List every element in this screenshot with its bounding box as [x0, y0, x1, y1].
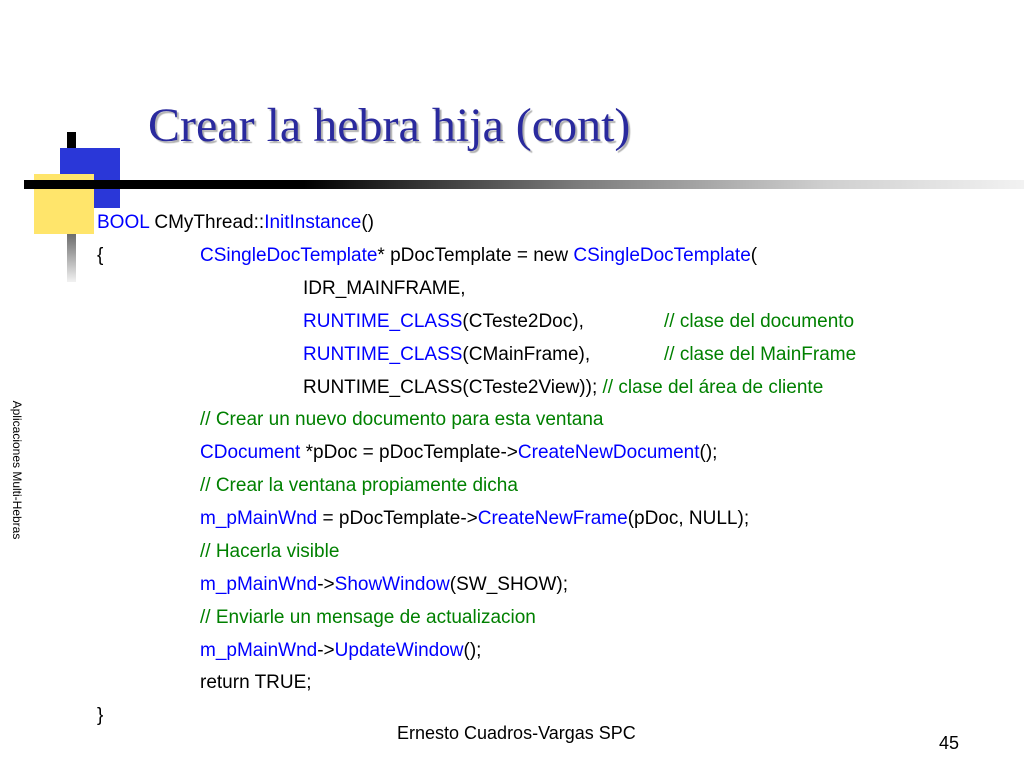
- code-comment: // clase del área de cliente: [597, 377, 824, 398]
- code-line-5: [303, 343, 590, 367]
- code-text: ->: [317, 574, 335, 595]
- code-text: RUNTIME_CLASS(CTeste2View));: [303, 377, 598, 398]
- code-text: (CMainFrame),: [462, 344, 591, 365]
- code-keyword: CreateNewFrame: [477, 508, 628, 529]
- code-text: ();: [463, 640, 482, 661]
- code-line-4: [303, 310, 584, 334]
- code-text: *pDoc = pDocTemplate->: [300, 442, 518, 463]
- code-keyword: ShowWindow: [334, 574, 450, 595]
- page-number: 45: [939, 733, 960, 753]
- code-line-11: // Hacerla visible: [200, 541, 340, 562]
- code-keyword: BOOL: [97, 212, 150, 233]
- code-keyword: InitInstance: [264, 212, 362, 233]
- code-line-8: [200, 441, 717, 465]
- code-line-7: // Crear un nuevo documento para esta ventana: [200, 409, 604, 430]
- code-keyword: RUNTIME_CLASS: [303, 311, 463, 332]
- code-line-6: [303, 376, 823, 400]
- code-text: (): [361, 212, 375, 233]
- code-text: ();: [699, 442, 718, 463]
- code-keyword: m_pMainWnd: [200, 508, 318, 529]
- code-keyword: RUNTIME_CLASS: [303, 344, 463, 365]
- code-line-13: // Enviarle un mensage de actualizacion: [200, 607, 536, 628]
- code-keyword: CreateNewDocument: [517, 442, 700, 463]
- code-comment: // clase del documento: [664, 311, 855, 332]
- code-text: (: [750, 245, 758, 266]
- code-brace-open: {: [97, 245, 104, 266]
- code-line-2: [200, 244, 757, 268]
- code-keyword: CSingleDocTemplate: [200, 245, 378, 266]
- code-text: (CTeste2Doc),: [462, 311, 584, 332]
- code-keyword: CSingleDocTemplate: [573, 245, 751, 266]
- footer-author: Ernesto Cuadros-Vargas SPC: [397, 723, 636, 743]
- code-keyword: m_pMainWnd: [200, 640, 318, 661]
- code-line-3: IDR_MAINFRAME,: [303, 278, 466, 299]
- code-text: (pDoc, NULL);: [627, 508, 750, 529]
- sidebar-caption: Aplicaciones Multi-Hebras: [10, 400, 24, 540]
- decor-horizontal-line: [24, 180, 1024, 189]
- code-line-10: [200, 507, 749, 531]
- code-comment: // clase del MainFrame: [664, 344, 857, 365]
- code-line-9: // Crear la ventana propiamente dicha: [200, 475, 518, 496]
- code-text: ->: [317, 640, 335, 661]
- code-keyword: CDocument: [200, 442, 301, 463]
- code-keyword: m_pMainWnd: [200, 574, 318, 595]
- code-text: = pDocTemplate->: [317, 508, 478, 529]
- slide-title: Crear la hebra hija (cont): [148, 99, 631, 152]
- code-line-15: return TRUE;: [200, 672, 312, 693]
- code-line-14: [200, 639, 481, 663]
- code-text: (SW_SHOW);: [449, 574, 568, 595]
- code-text: * pDocTemplate = new: [377, 245, 574, 266]
- code-line-1: [97, 211, 374, 235]
- code-brace-close: }: [97, 705, 104, 726]
- code-keyword: UpdateWindow: [334, 640, 464, 661]
- code-text: CMyThread::: [149, 212, 265, 233]
- code-line-12: [200, 573, 568, 597]
